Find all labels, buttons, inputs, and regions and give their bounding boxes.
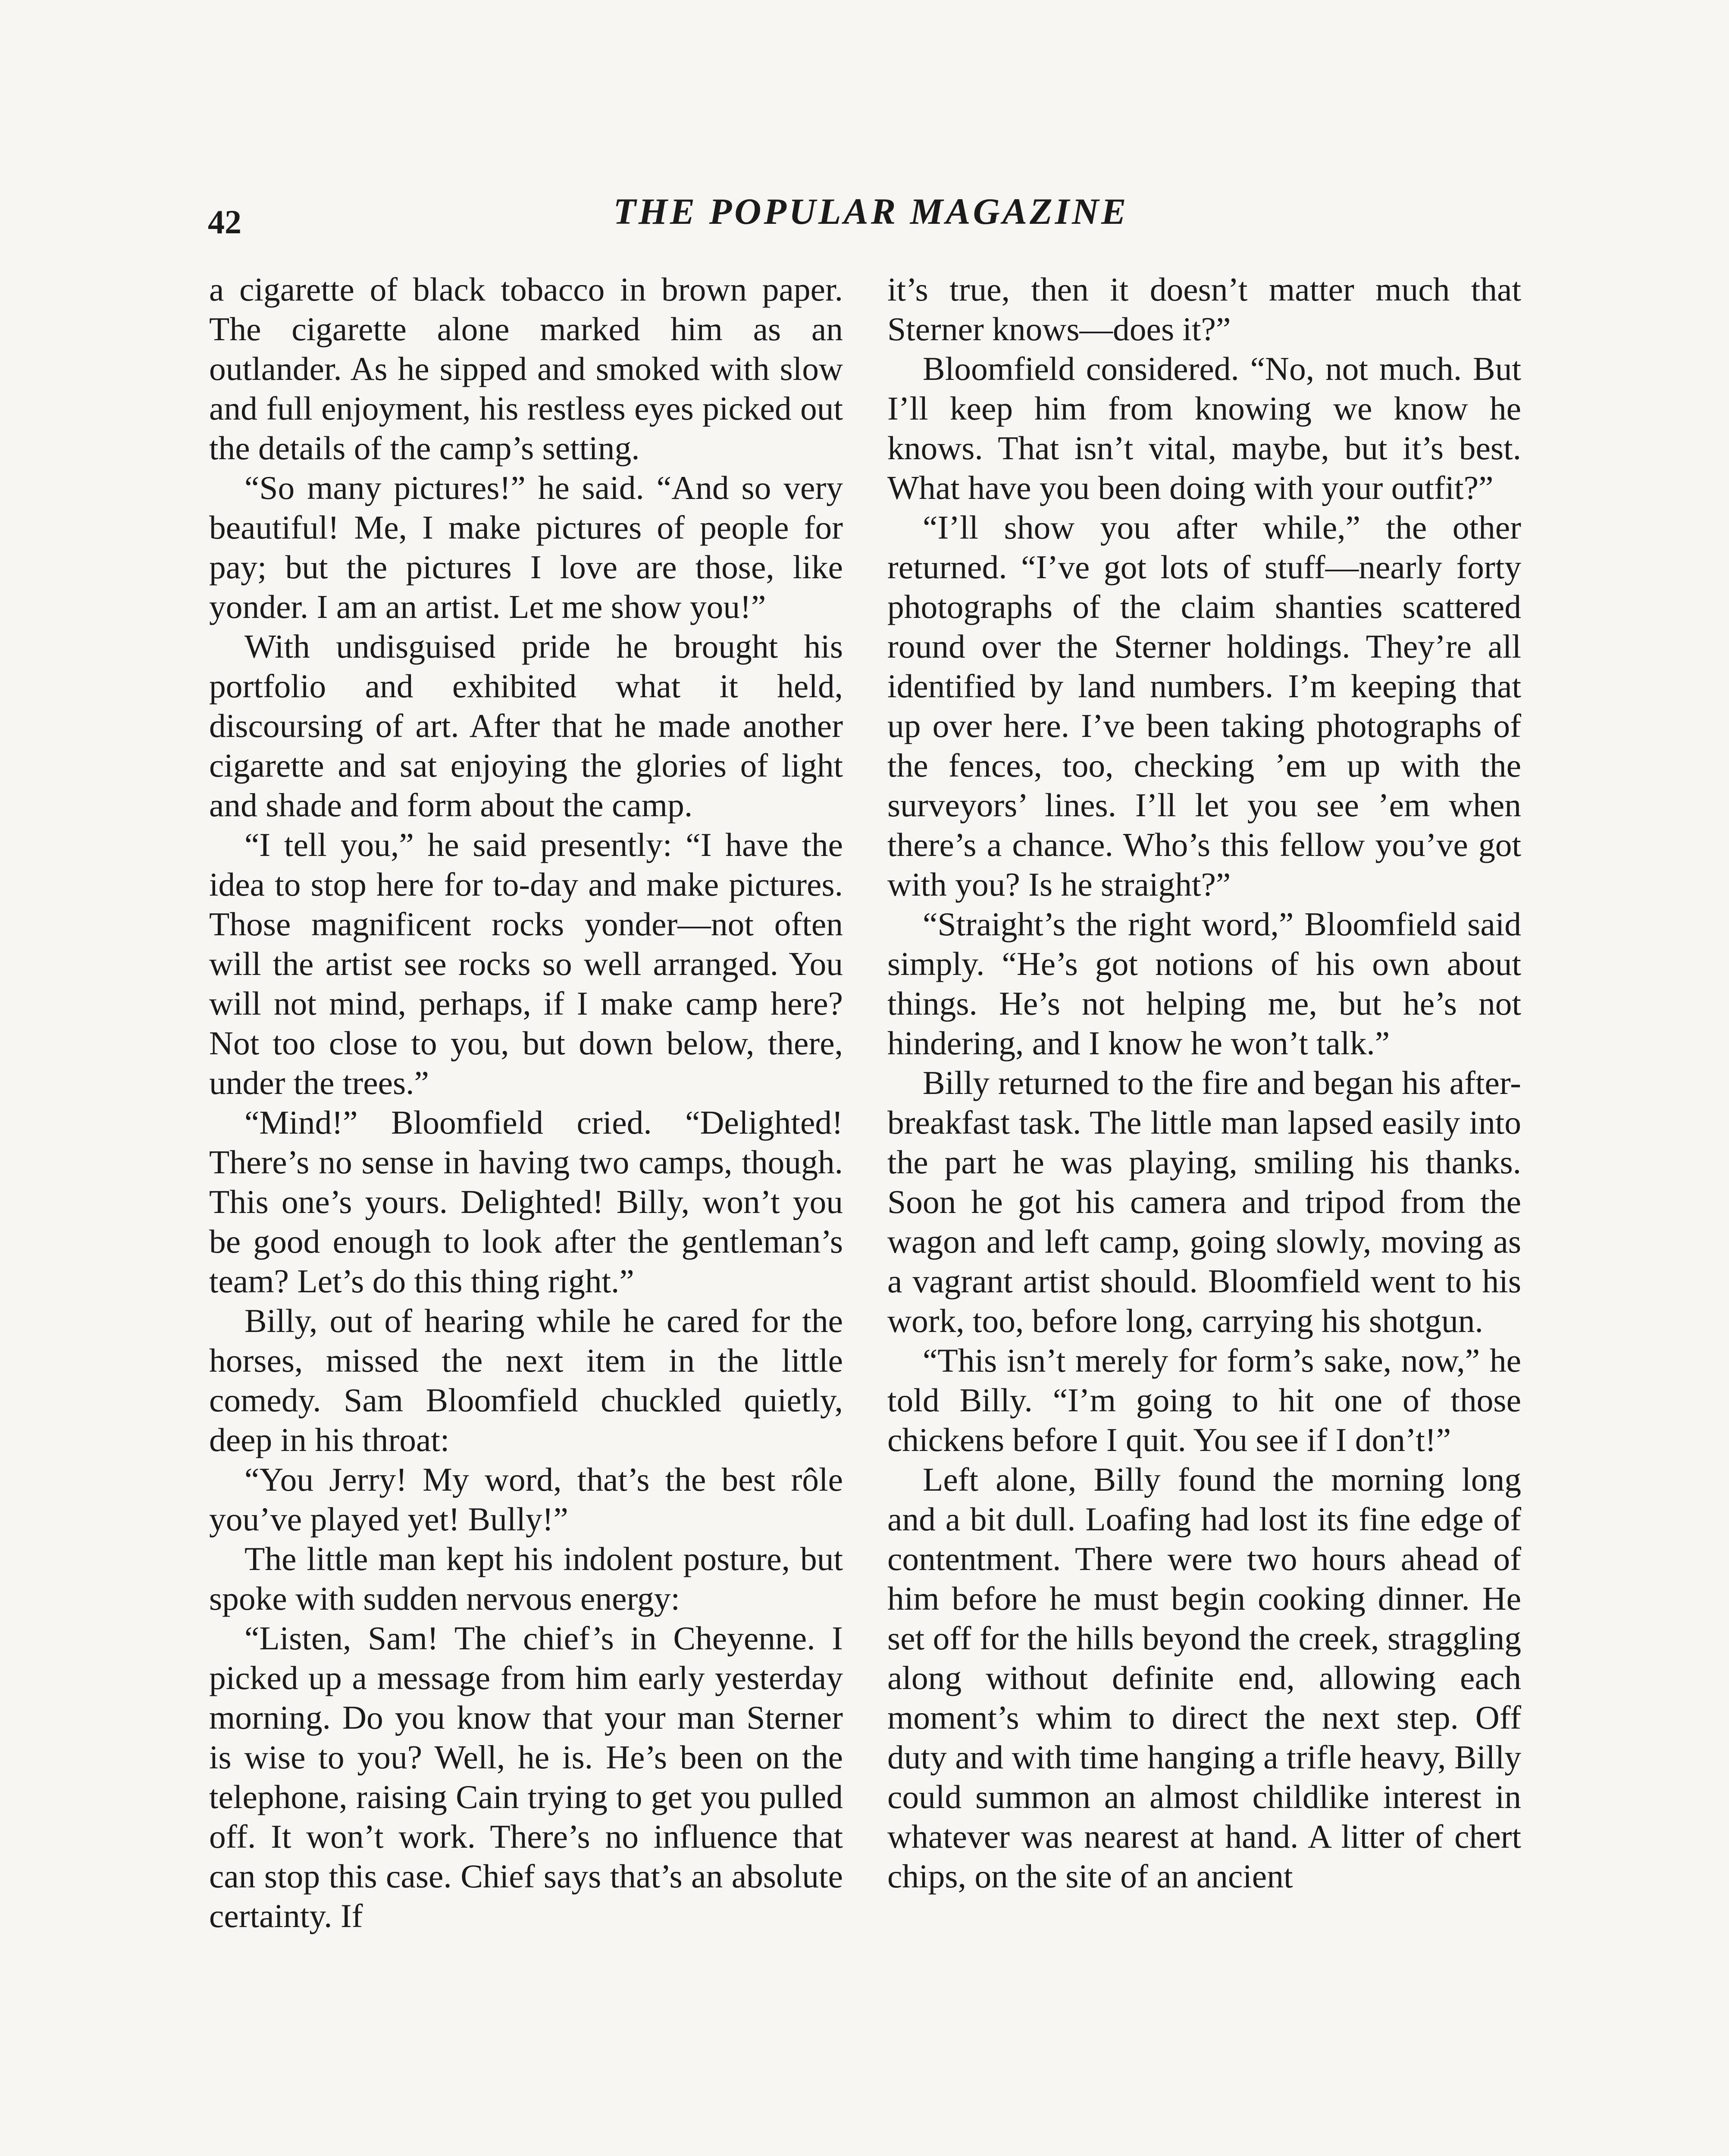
paragraph: With undisguised pride he brought his portfolio and exhibited what it held, discoursing of art. After that he made another cigarette and sat enjoying the glories of light and shade and form about the camp. [209,628,843,824]
paragraph: “I tell you,” he said presently: “I have the idea to stop here for to-day and make pictures. Those magnificent rocks yonder—not often will the artist see rocks so well arranged. You will not mind, perhaps, if I make camp here? Not too close to you, but down below, there, under the trees.” [209,826,843,1101]
left-column [209,270,843,1936]
paragraph: Bloomfield considered. “No, not much. But I’ll keep him from knowing we know he knows. That isn’t vital, maybe, but it’s best. What have you been doing with your outfit?” [887,350,1521,506]
paragraph: “So many pictures!” he said. “And so very beautiful! Me, I make pictures of people for pay; but the pictures I love are those, like yonder. I am an artist. Let me show you!” [209,469,843,625]
running-title: THE POPULAR MAGAZINE [613,191,1129,232]
paragraph: “Straight’s the right word,” Bloomfield said simply. “He’s got notions of his own about things. He’s not helping me, but he’s not hindering, and I know he won’t talk.” [887,906,1521,1062]
paragraph: “Mind!” Bloomfield cried. “Delighted! There’s no sense in having two camps, though. This one’s yours. Delighted! Billy, won’t you be good enough to look after the gentleman’s team? Let’s do this thing right.” [209,1104,843,1300]
paragraph: “I’ll show you after while,” the other returned. “I’ve got lots of stuff—nearly forty photographs of the claim shanties scattered round over the Sterner holdings. They’re all identified by land numbers. I’m keeping that up over here. I’ve been taking photographs of the fences, too, checking ’em up with the surveyors’ lines. I’ll let you see ’em when there’s a chance. Who’s this fellow you’ve got with you? Is he straight?” [887,509,1521,903]
paragraph: “Listen, Sam! The chief’s in Cheyenne. I picked up a message from him early yesterday morning. Do you know that your man Sterner is wise to you? Well, he is. He’s been on the telephone, raising Cain trying to get you pulled off. It won’t work. There’s no influence that can stop this case. Chief says that’s an absolute certainty. If [209,1620,843,1934]
paragraph: Billy, out of hearing while he cared for the horses, missed the next item in the little comedy. Sam Bloomfield chuckled quietly, deep in his throat: [209,1302,843,1458]
paragraph: “You Jerry! My word, that’s the best rôle you’ve played yet! Bully!” [209,1461,843,1538]
paragraph: a cigarette of black tobacco in brown paper. The cigarette alone marked him as an outlander. As he sipped and smoked with slow and full enjoyment, his restless eyes picked out the details of the camp’s setting. [209,271,843,467]
paragraph: Billy returned to the fire and began his after-breakfast task. The little man lapsed easily into the part he was playing, smiling his thanks. Soon he got his camera and tripod from the wagon and left camp, going slowly, moving as a vagrant artist should. Bloomfield went to his work, too, before long, carrying his shotgun. [887,1064,1521,1339]
page-number: 42 [208,203,241,241]
paragraph: Left alone, Billy found the morning long and a bit dull. Loafing had lost its fine edge of contentment. There were two hours ahead of him before he must begin cooking dinner. He set off for the hills beyond the creek, straggling along without definite end, allowing each moment’s whim to direct the next step. Off duty and with time hanging a trifle heavy, Billy could summon an almost childlike interest in whatever was nearest at hand. A litter of chert chips, on the site of an ancient [887,1461,1521,1895]
page-header [0,190,1729,250]
right-column [887,270,1521,1896]
paragraph: it’s true, then it doesn’t matter much that Sterner knows—does it?” [887,271,1521,348]
paragraph: The little man kept his indolent posture, but spoke with sudden nervous energy: [209,1540,843,1617]
paragraph: “This isn’t merely for form’s sake, now,” he told Billy. “I’m going to hit one of those chickens before I quit. You see if I don’t!” [887,1342,1521,1458]
